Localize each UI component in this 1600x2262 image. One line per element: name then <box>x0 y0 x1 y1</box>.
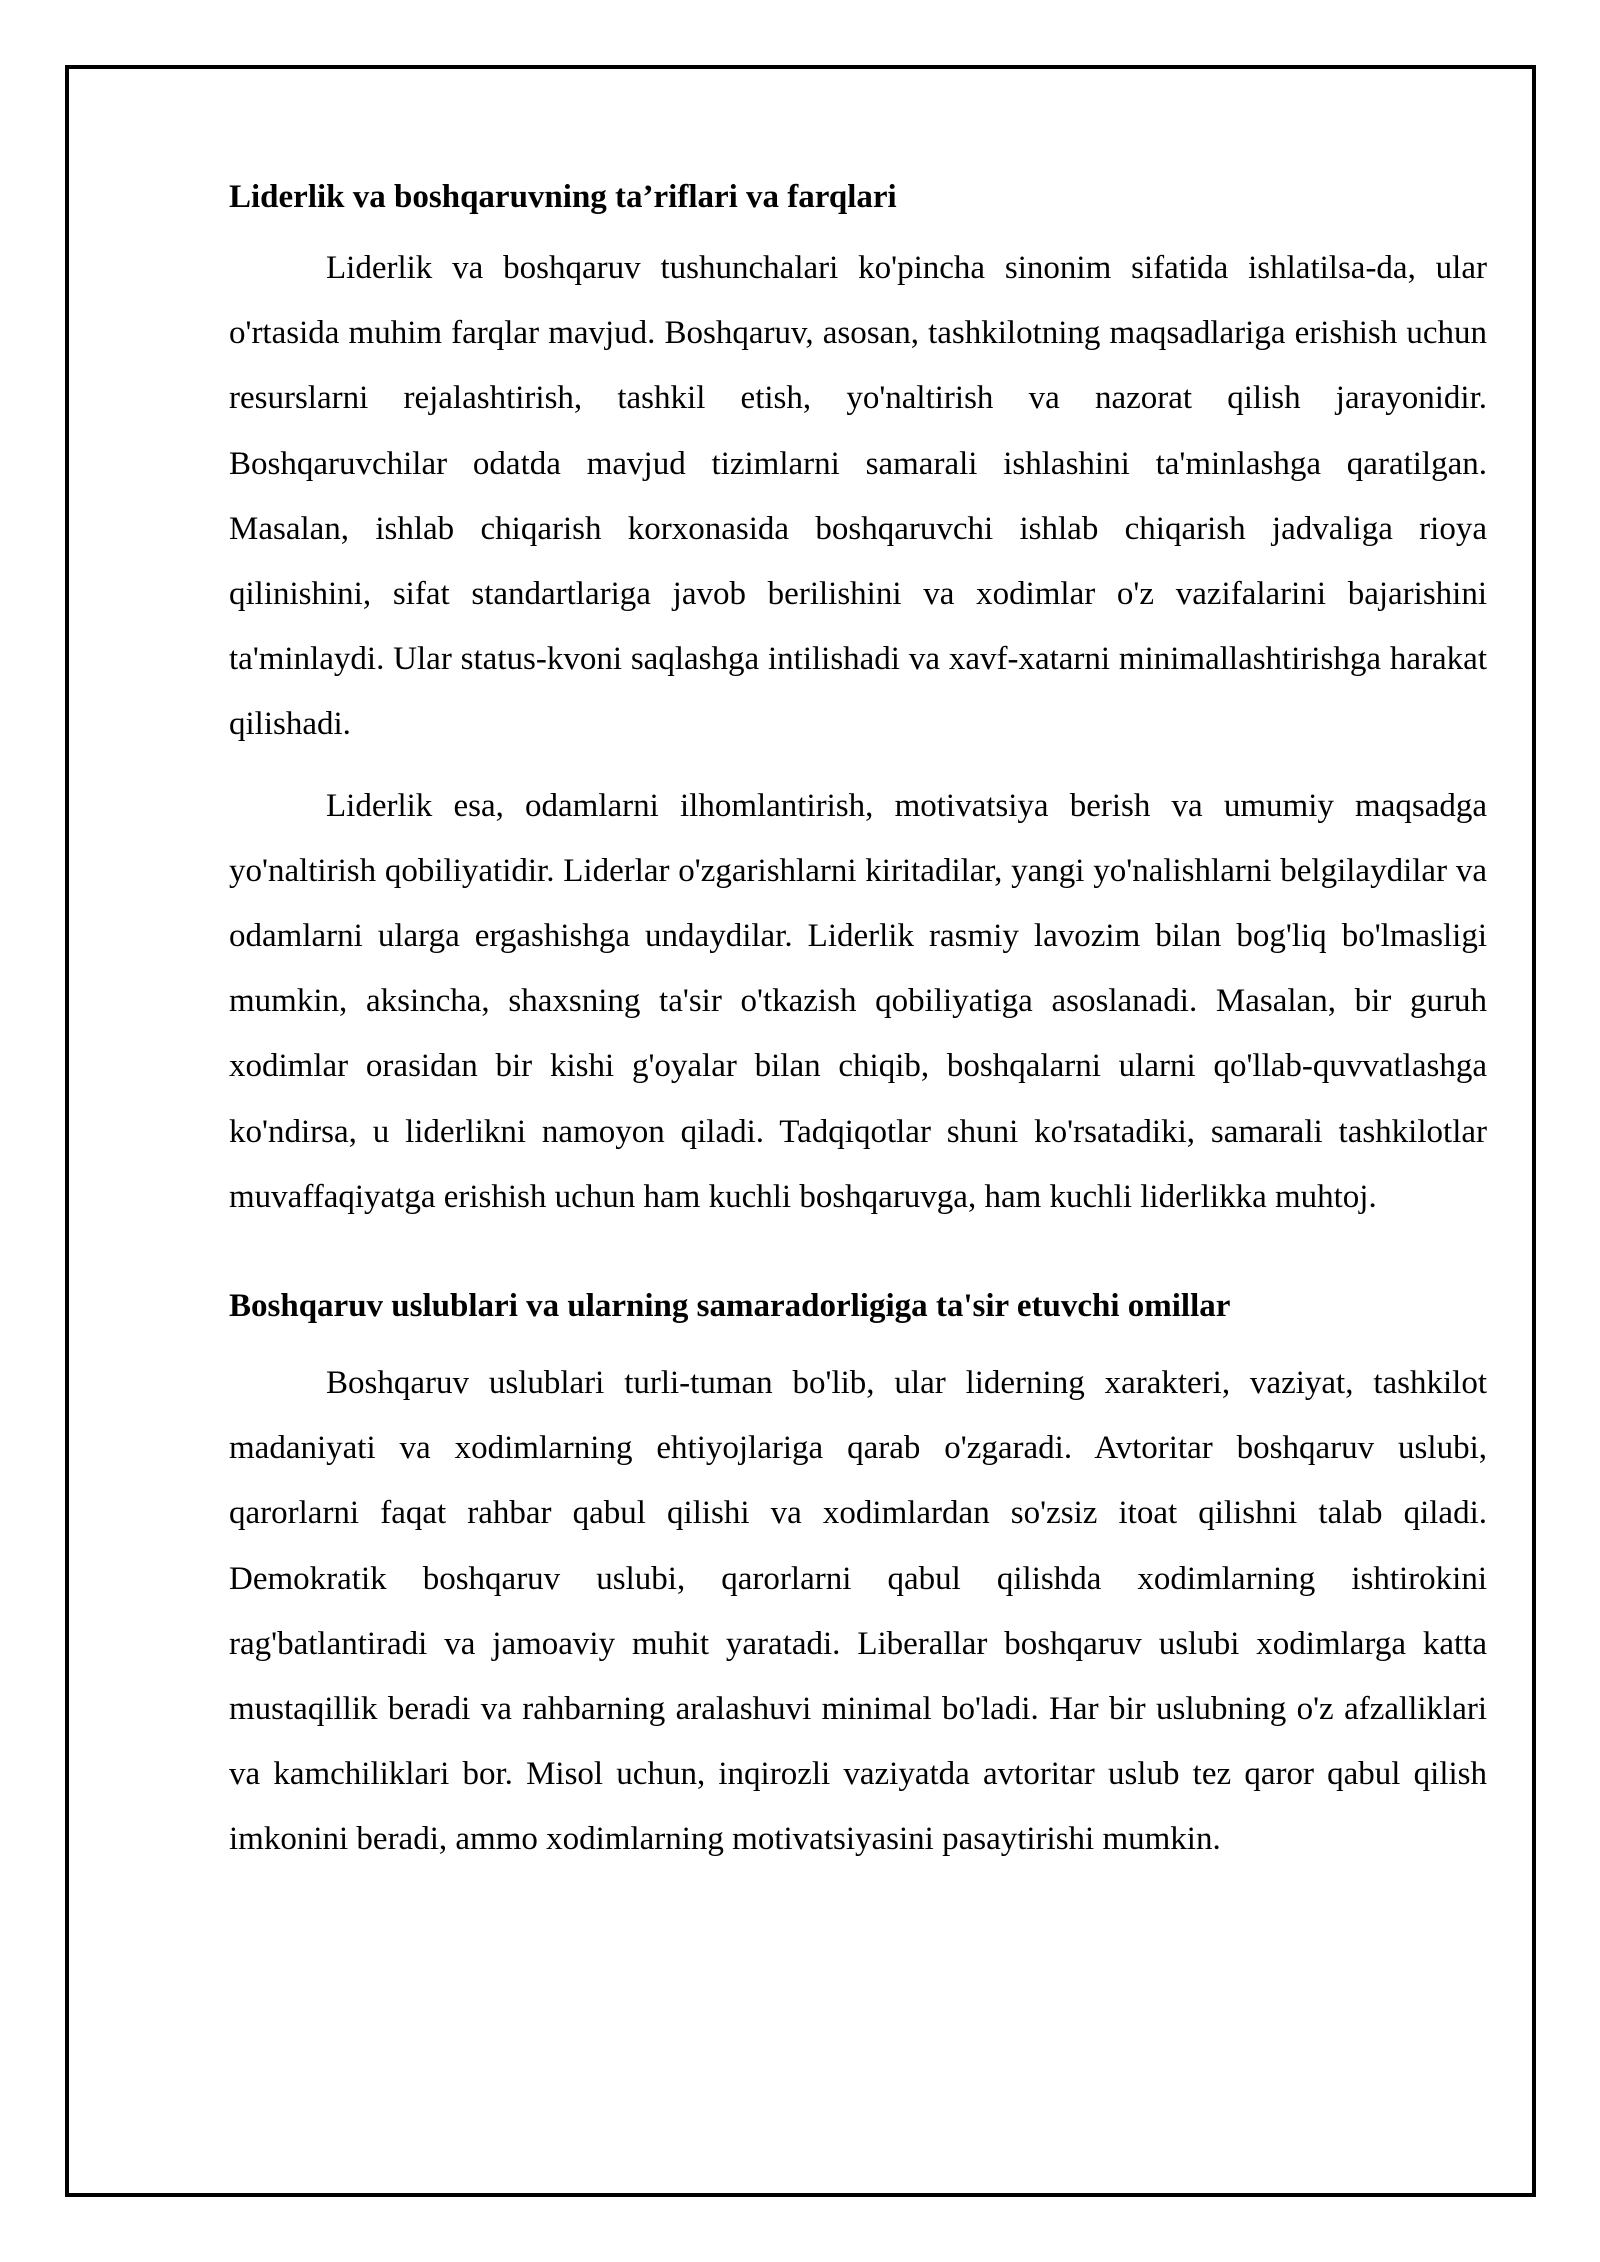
paragraph: Boshqaruv uslublari turli-tuman bo'lib, ular liderning xarakteri, vaziyat, tashkilot madaniyati va xodimlarning ehtiyojlariga qarab o'zgaradi. Avtoritar boshqaruv uslubi, qarorlarni faqat rahbar qabul qilishi va xodimlardan so'zsiz itoat qilishni talab qiladi. Demokratik boshqaruv uslubi, qarorlarni qabul qilishda xodimlarning ishtirokini rag'batlantiradi va jamoaviy muhit yaratadi. Liberallar boshqaruv uslubi xodimlarga katta mustaqillik beradi va rahbarning aralashuvi minimal bo'ladi. Har bir uslubning o'z afzalliklari va kamchiliklari bor. Misol uchun, inqirozli vaziyatda avtoritar uslub tez qaror qabul qilish imkonini beradi, ammo xodimlarning motivatsiyasini pasaytirishi mumkin. <box>229 1365 1487 1858</box>
section-heading-management-styles: Boshqaruv uslublari va ularning samaradorligiga ta'sir etuvchi omillar <box>229 1288 1231 1325</box>
paragraph: Liderlik esa, odamlarni ilhomlantirish, motivatsiya berish va umumiy maqsadga yo'naltirish qobiliyatidir. Liderlar o'zgarishlarni kiritadilar, yangi yo'nalishlarni belgilaydilar va odamlarni ularga ergashishga undaydilar. Liderlik rasmiy lavozim bilan bog'liq bo'lmasligi mumkin, aksincha, shaxsning ta'sir o'tkazish qobiliyatiga asoslanadi. Masalan, bir guruh xodimlar orasidan bir kishi g'oyalar bilan chiqib, boshqalarni ularni qo'llab-quvvatlashga ko'ndirsa, u liderlikni namoyon qiladi. Tadqiqotlar shuni ko'rsatadiki, samarali tashkilotlar muvaffaqiyatga erishish uchun ham kuchli boshqaruvga, ham kuchli liderlikka muhtoj. <box>229 787 1487 1215</box>
section-heading-leadership-definitions: Liderlik va boshqaruvning ta’riflari va farqlari <box>229 179 897 215</box>
document-body <box>229 165 1487 1889</box>
paragraph: Liderlik va boshqaruv tushunchalari ko'pincha sinonim sifatida ishlatilsa-da, ular o'rtasida muhim farqlar mavjud. Boshqaruv, asosan, tashkilotning maqsadlariga erishish uchun resurslarni rejalashtirish, tashkil etish, yo'naltirish va nazorat qilish jarayonidir. Boshqaruvchilar odatda mavjud tizimlarni samarali ishlashini ta'minlashga qaratilgan. Masalan, ishlab chiqarish korxonasida boshqaruvchi ishlab chiqarish jadvaliga rioya qilinishini, sifat standartlariga javob berilishini va xodimlar o'z vazifalarini bajarishini ta'minlaydi. Ular status-kvoni saqlashga intilishadi va xavf-xatarni minimallashtirishga harakat qilishadi. <box>229 250 1487 743</box>
